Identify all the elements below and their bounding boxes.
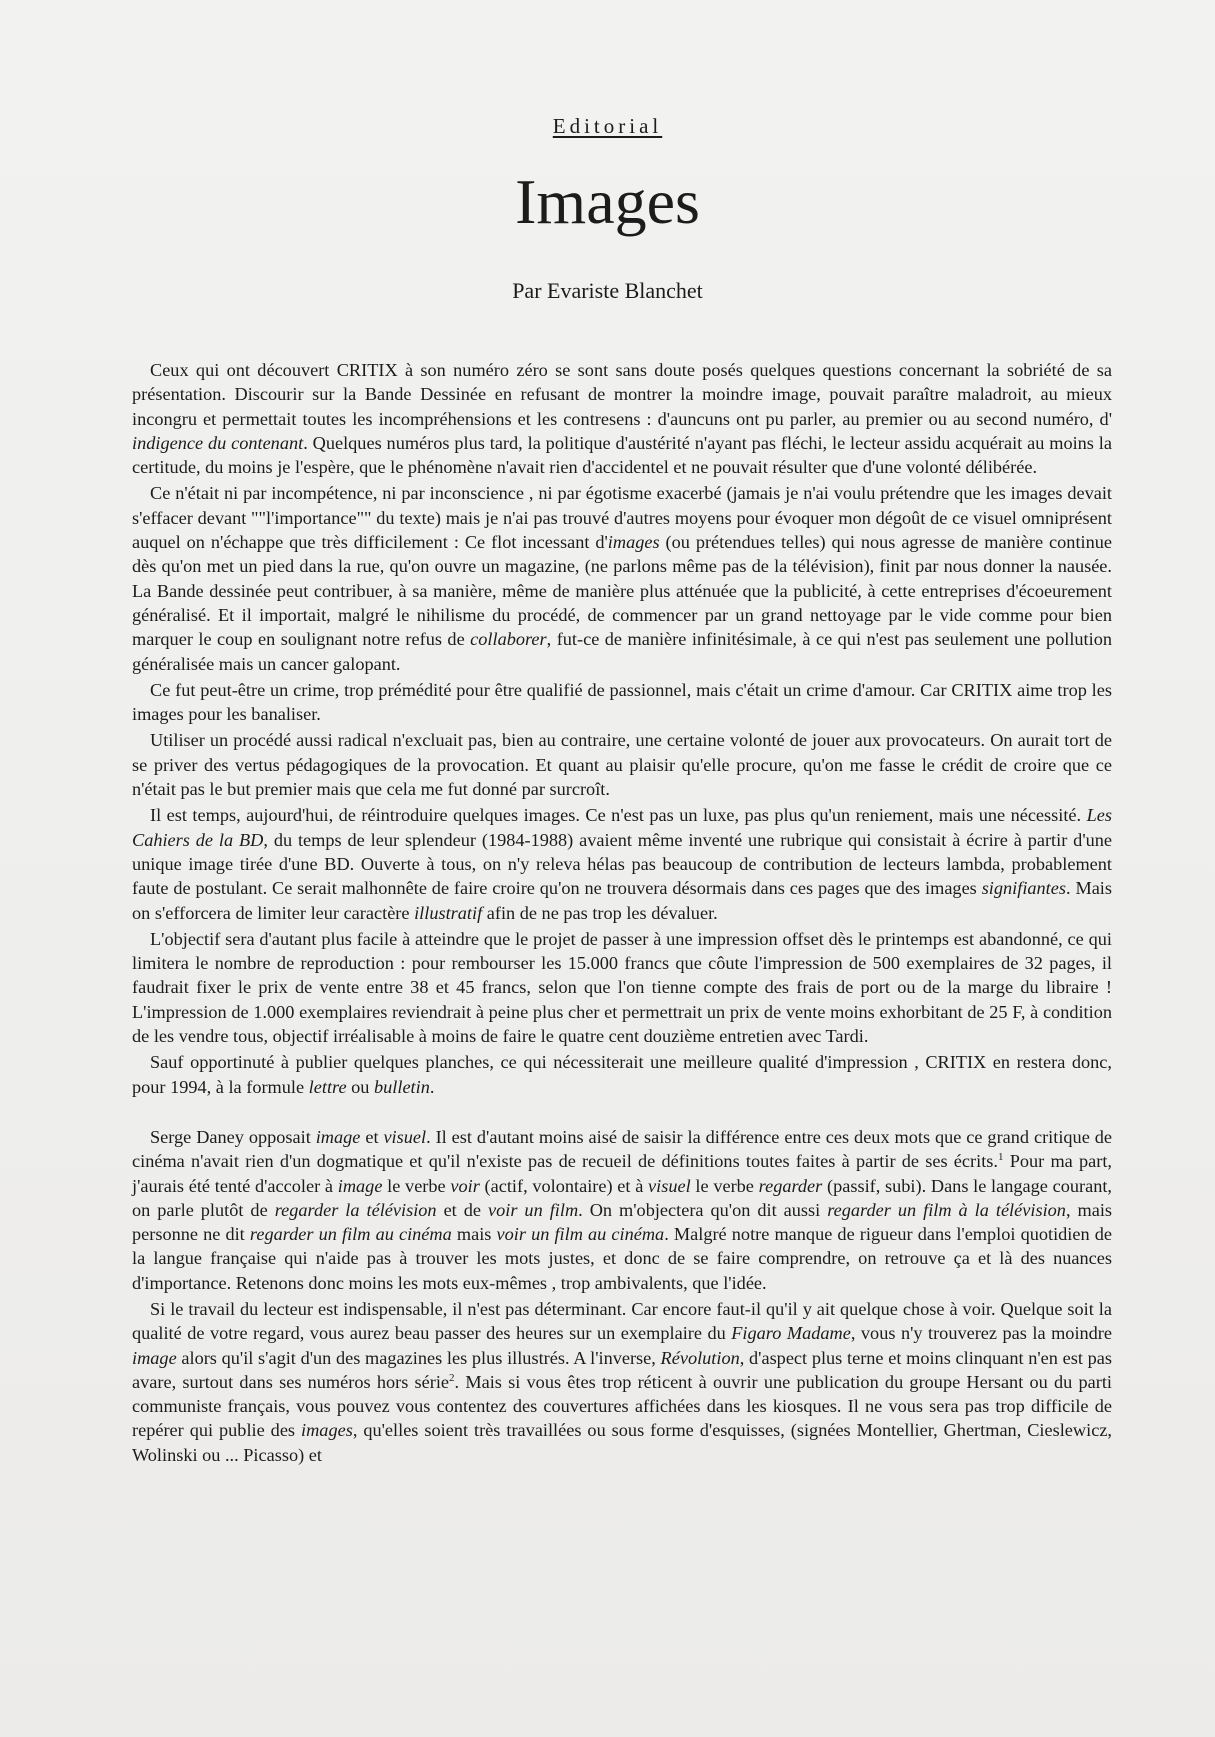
italic-run: images: [301, 1420, 353, 1441]
text-run: Ce fut peut-être un crime, trop prémédité pour être qualifié de passionnel, mais c'était un crime d'amour. Car CRITIX aime trop les images pour les banaliser.: [132, 679, 1112, 725]
italic-run: voir un film: [488, 1199, 579, 1220]
text-run: Utiliser un procédé aussi radical n'excluait pas, bien au contraire, une certaine volonté de jouer aux provocateurs. On aurait tort de se priver des vertus pédagogiques de la provocation. Et quant au plaisir qu'elle procure, qu'on me fasse le crédit de croire que ce n'était pas le but premier mais que cela me fut donné par surcroît.: [132, 730, 1112, 800]
text-run: mais: [451, 1224, 497, 1245]
text-run: L'objectif sera d'autant plus facile à atteindre que le projet de passer à une impression offset dès le printemps est abandonné, ce qui limitera le nombre de reproduction : pour rembourser les 15.000 francs que côute l'impression de 500 exemplaires de 32 pages, il faudrait fixer le prix de vente entre 38 et 45 francs, selon que l'on tienne compte des frais de port ou de la marge du libraire ! L'impression de 1.000 exemplaires reviendrait à peine plus cher et permettrait un prix de vente moins exhorbitant de 25 F, à condition de les vendre tous, objectif irréalisable à moins de faire le quatre cent douzième entretien avec Tardi.: [132, 928, 1112, 1047]
text-run: . Malgré notre manque de rigueur dans l'emploi quotidien de la langue française qui n'aide pas à trouver les mots justes, et donc de se faire comprendre, on retrouve ça et là des nuances d'importance. Retenons donc moins les mots eux-mêmes , trop ambivalents, que l'idée.: [132, 1224, 1112, 1293]
italic-run: voir: [450, 1175, 480, 1196]
italic-run: signifiantes: [981, 878, 1066, 899]
text-run: ou: [346, 1076, 374, 1097]
italic-run: image: [132, 1347, 177, 1368]
text-run: .: [429, 1076, 435, 1097]
text-run: Sauf opportinuté à publier quelques planches, ce qui nécessiterait une meilleure qualité d'impression , CRITIX en restera donc, pour 1994, à la formule: [132, 1052, 1112, 1097]
section-kicker: Editorial: [552, 114, 663, 138]
italic-run: collaborer: [470, 629, 547, 650]
italic-run: Révolution: [660, 1347, 740, 1368]
text-run: le verbe: [690, 1175, 759, 1196]
text-run: , fut-ce de manière infinitésimale, à ce qui n'est pas seulement une pollution généralisée mais un cancer galopant.: [132, 629, 1112, 674]
text-run: Pour ma part, j'aurais été tenté d'accoler à: [132, 1151, 1113, 1196]
italic-run: illustratif: [414, 902, 483, 923]
text-run: le verbe: [382, 1175, 451, 1196]
text-run: , du temps de leur splendeur (1984-1988) avaient même inventé une rubrique qui consistait à écrire à partir d'une unique image tirée d'une BD. Ouverte à tous, on n'y releva hélas pas beaucoup de contribution de lecteurs lambda, probablement faute de postulant. Ce serait malhonnête de faire croire qu'on ne trouvera désormais dans ces pages que des images: [132, 829, 1113, 899]
text-run: Ce n'était ni par incompétence, ni par inconscience , ni par égotisme exacerbé (jamais je n'ai voulu prétendre que les images devait s'effacer devant ""l'importance"" du texte) mais je n'ai pas trouvé d'autres moyens pour évoquer mon dégoût de ce visuel omniprésent auquel on n'échappe que très difficilement : Ce flot incessant d': [132, 483, 1112, 553]
article-paragraph: [132, 1125, 1112, 1295]
italic-run: Figaro Madame: [731, 1323, 851, 1344]
article-paragraph: [132, 678, 1112, 727]
italic-run: image: [337, 1175, 383, 1196]
article-paragraph: [132, 1297, 1112, 1467]
article-paragraph: [132, 481, 1112, 675]
italic-run: voir un film au cinéma: [496, 1224, 665, 1245]
italic-run: Les Cahiers de la BD: [132, 805, 1112, 850]
text-run: . Mais si vous êtes trop réticent à ouvrir une publication du groupe Hersant ou du parti communiste français, vous pouvez vous contentez des couvertures affichées dans les kiosques. Il ne vous sera pas trop difficile de repérer qui publie des: [132, 1371, 1112, 1441]
text-run: . Quelques numéros plus tard, la politique d'austérité n'ayant pas fléchi, le lecteur assidu acquérait au moins la certitude, du moins je l'espère, que le phénomène n'avait rien d'accidentel et ne pouvait résulter que d'une volonté délibérée.: [132, 432, 1112, 478]
italic-run: indigence du contenant: [132, 432, 304, 453]
text-run: alors qu'il s'agit d'un des magazines les plus illustrés. A l'inverse,: [176, 1347, 661, 1368]
article-paragraph: [132, 927, 1112, 1048]
italic-run: visuel: [648, 1175, 691, 1196]
text-run: afin de ne pas trop les dévaluer.: [482, 902, 718, 923]
italic-run: regarder un film au cinéma: [249, 1224, 452, 1245]
italic-run: lettre: [308, 1076, 347, 1097]
text-run: Ceux qui ont découvert CRITIX à son numéro zéro se sont sans doute posés quelques questions concernant la sobriété de sa présentation. Discourir sur la Bande Dessinée en refusant de montrer la moindre image, pouvait paraître maladroit, au mieux incongru et permettait toutes les incompréhensions et les contresens : d'auncuns ont pu parler, au premier ou au second numéro, d': [132, 360, 1112, 429]
article-paragraph: [132, 358, 1112, 479]
article-body: [132, 358, 1112, 1469]
text-run: , mais personne ne dit: [132, 1199, 1113, 1245]
italic-run: regarder: [758, 1175, 823, 1196]
italic-run: visuel: [383, 1126, 427, 1147]
italic-run: regarder la télévision: [274, 1199, 437, 1220]
article-paragraph: [132, 803, 1112, 924]
text-run: et: [360, 1126, 384, 1147]
article-byline: Par Evariste Blanchet: [512, 278, 703, 303]
article-title: Images: [515, 166, 700, 237]
text-run: (passif, subi). Dans le langage courant, on parle plutôt de: [132, 1175, 1112, 1220]
text-run: et de: [436, 1199, 488, 1220]
italic-run: regarder un film à la télévision: [827, 1199, 1066, 1220]
text-run: (actif, volontaire) et à: [479, 1175, 649, 1196]
text-run: , vous n'y trouverez pas la moindre: [850, 1323, 1113, 1344]
text-run: Si le travail du lecteur est indispensable, il n'est pas déterminant. Car encore faut-il qu'il y ait quelque chose à voir. Quelque soit la qualité de votre regard, vous aurez beau passer des heures sur un exemplaire du: [132, 1298, 1112, 1344]
text-run: (ou prétendues telles) qui nous agresse de manière continue dès qu'on met un pied dans la rue, qu'on ouvre un magazine, (ne parlons même pas de la télévision), finit par nous donner la nausée. La Bande dessinée peut contribuer, à sa manière, même de manière plus atténuée que la publicité, à cette entreprises d'écoeurement généralisé. Et il importait, malgré le nihilisme du procédé, de commencer par un grand nettoyage par le vide comme pour bien marquer le coup en soulignant notre refus de: [132, 532, 1112, 650]
italic-run: bulletin: [374, 1076, 430, 1097]
italic-run: image: [315, 1126, 361, 1147]
text-run: . Mais on s'efforcera de limiter leur caractère: [132, 878, 1113, 923]
text-run: , qu'elles soient très travaillées ou sous forme d'esquisses, (signées Montellier, Ghertman, Cieslewicz, Wolinski ou ... Picasso) et: [132, 1420, 1113, 1465]
italic-run: images: [607, 532, 660, 553]
text-run: Il est temps, aujourd'hui, de réintroduire quelques images. Ce n'est pas un luxe, pas plus qu'un reniement, mais une nécessité.: [150, 805, 1087, 826]
text-run: . On m'objectera qu'on dit aussi: [578, 1199, 828, 1220]
article-paragraph: [132, 1050, 1112, 1099]
footnote-marker: 1: [997, 1151, 1004, 1164]
text-run: Serge Daney opposait: [150, 1126, 316, 1147]
text-run: . Il est d'autant moins aisé de saisir la différence entre ces deux mots que ce grand critique de cinéma n'avait rien d'un dogmatique et qu'il n'existe pas de recueil de définitions toutes faites à partir de ses écrits.: [132, 1126, 1112, 1172]
text-run: , d'aspect plus terne et moins clinquant n'en est pas avare, surtout dans ses numéros hors série: [132, 1347, 1113, 1392]
footnote-marker: 2: [449, 1371, 455, 1384]
article-paragraph: [132, 728, 1112, 801]
